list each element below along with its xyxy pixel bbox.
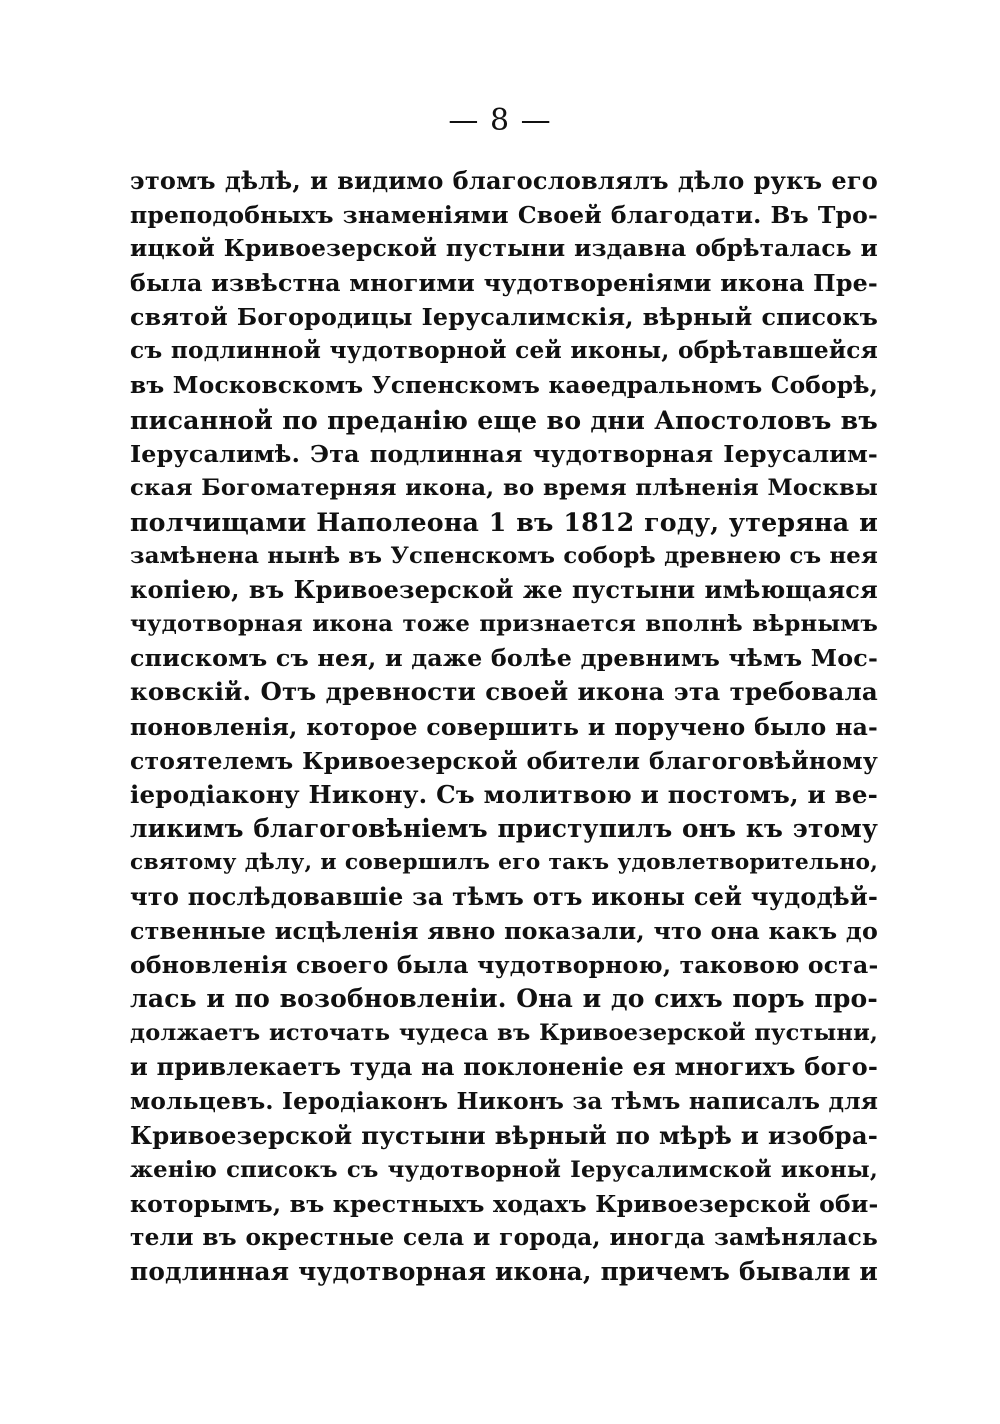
- text-line: ликимъ благоговѣніемъ приступилъ онъ къ этому: [130, 813, 878, 843]
- text-line: подлинная чудотворная икона, причемъ бывали и: [130, 1257, 878, 1286]
- text-line: Кривоезерской пустыни вѣрный по мѣрѣ и изобра-: [130, 1120, 878, 1150]
- text-line: должаетъ источать чудеса въ Кривоезерской пустыни,: [130, 1020, 878, 1047]
- text-line: въ Московскомъ Успенскомъ каѳедральномъ Соборѣ,: [130, 371, 878, 399]
- page-number: — 8 —: [448, 103, 552, 138]
- text-line: этомъ дѣлѣ, и видимо благословлялъ дѣло рукъ его: [130, 166, 878, 195]
- text-line: ственные исцѣленія явно показали, что она какъ до: [130, 917, 878, 946]
- text-line: женію списокъ съ чудотворной Іерусалимской иконы,: [130, 1156, 878, 1183]
- text-line: спискомъ съ нея, и даже болѣе древнимъ чѣмъ Мос-: [130, 644, 878, 673]
- text-line: съ подлинной чудотворной сей иконы, обрѣтавшейся: [130, 337, 878, 365]
- text-line: преподобныхъ знаменіями Своей благодати. Въ Тро-: [130, 201, 878, 230]
- text-line: копіею, въ Кривоезерской же пустыни имѣющаяся: [130, 575, 878, 605]
- text-line: Іерусалимѣ. Эта подлинная чудотворная Іерусалим-: [130, 439, 878, 468]
- text-line: святой Богородицы Іерусалимскія, вѣрный списокъ: [130, 303, 878, 332]
- body-text: [130, 164, 878, 1289]
- text-line: іеродіакону Никону. Съ молитвою и постомъ, и ве-: [130, 779, 878, 809]
- text-line: ская Богоматерняя икона, во время плѣненія Москвы: [130, 474, 878, 501]
- text-line: что послѣдовавшіе за тѣмъ отъ иконы сей чудодѣй-: [130, 881, 878, 911]
- text-line: которымъ, въ крестныхъ ходахъ Кривоезерской оби-: [130, 1189, 879, 1218]
- text-line: лась и по возобновленіи. Она и до сихъ поръ про-: [130, 984, 878, 1014]
- text-line: и привлекаетъ туда на поклоненіе ея многихъ бого-: [130, 1052, 878, 1082]
- text-line: святому дѣлу, и совершилъ его такъ удовлетворительно,: [130, 849, 878, 875]
- text-line: полчищами Наполеона 1 въ 1812 году, утеряна и: [130, 506, 878, 537]
- text-line: писанной по преданію еще во дни Апостоловъ въ: [130, 404, 878, 435]
- text-line: ицкой Кривоезерской пустыни издавна обрѣталась и: [130, 235, 878, 263]
- text-line: тели въ окрестные села и города, иногда замѣнялась: [130, 1223, 878, 1251]
- text-line: обновленія своего была чудотворною, таковою оста-: [130, 951, 879, 980]
- text-line: поновленія, которое совершить и поручено было на-: [130, 712, 878, 741]
- text-line: стоятелемъ Кривоезерской обители благоговѣйному: [130, 746, 878, 775]
- text-line: мольцевъ. Іеродіаконъ Никонъ за тѣмъ написалъ для: [130, 1087, 879, 1115]
- text-line: чудотворная икона тоже признается вполнѣ вѣрнымъ: [130, 611, 878, 638]
- text-line: ковскій. Отъ древности своей икона эта требовала: [130, 677, 878, 707]
- text-line: была извѣстна многими чудотвореніями икона Пре-: [130, 269, 878, 298]
- text-line: замѣнена нынѣ въ Успенскомъ соборѣ древнею съ нея: [130, 543, 878, 570]
